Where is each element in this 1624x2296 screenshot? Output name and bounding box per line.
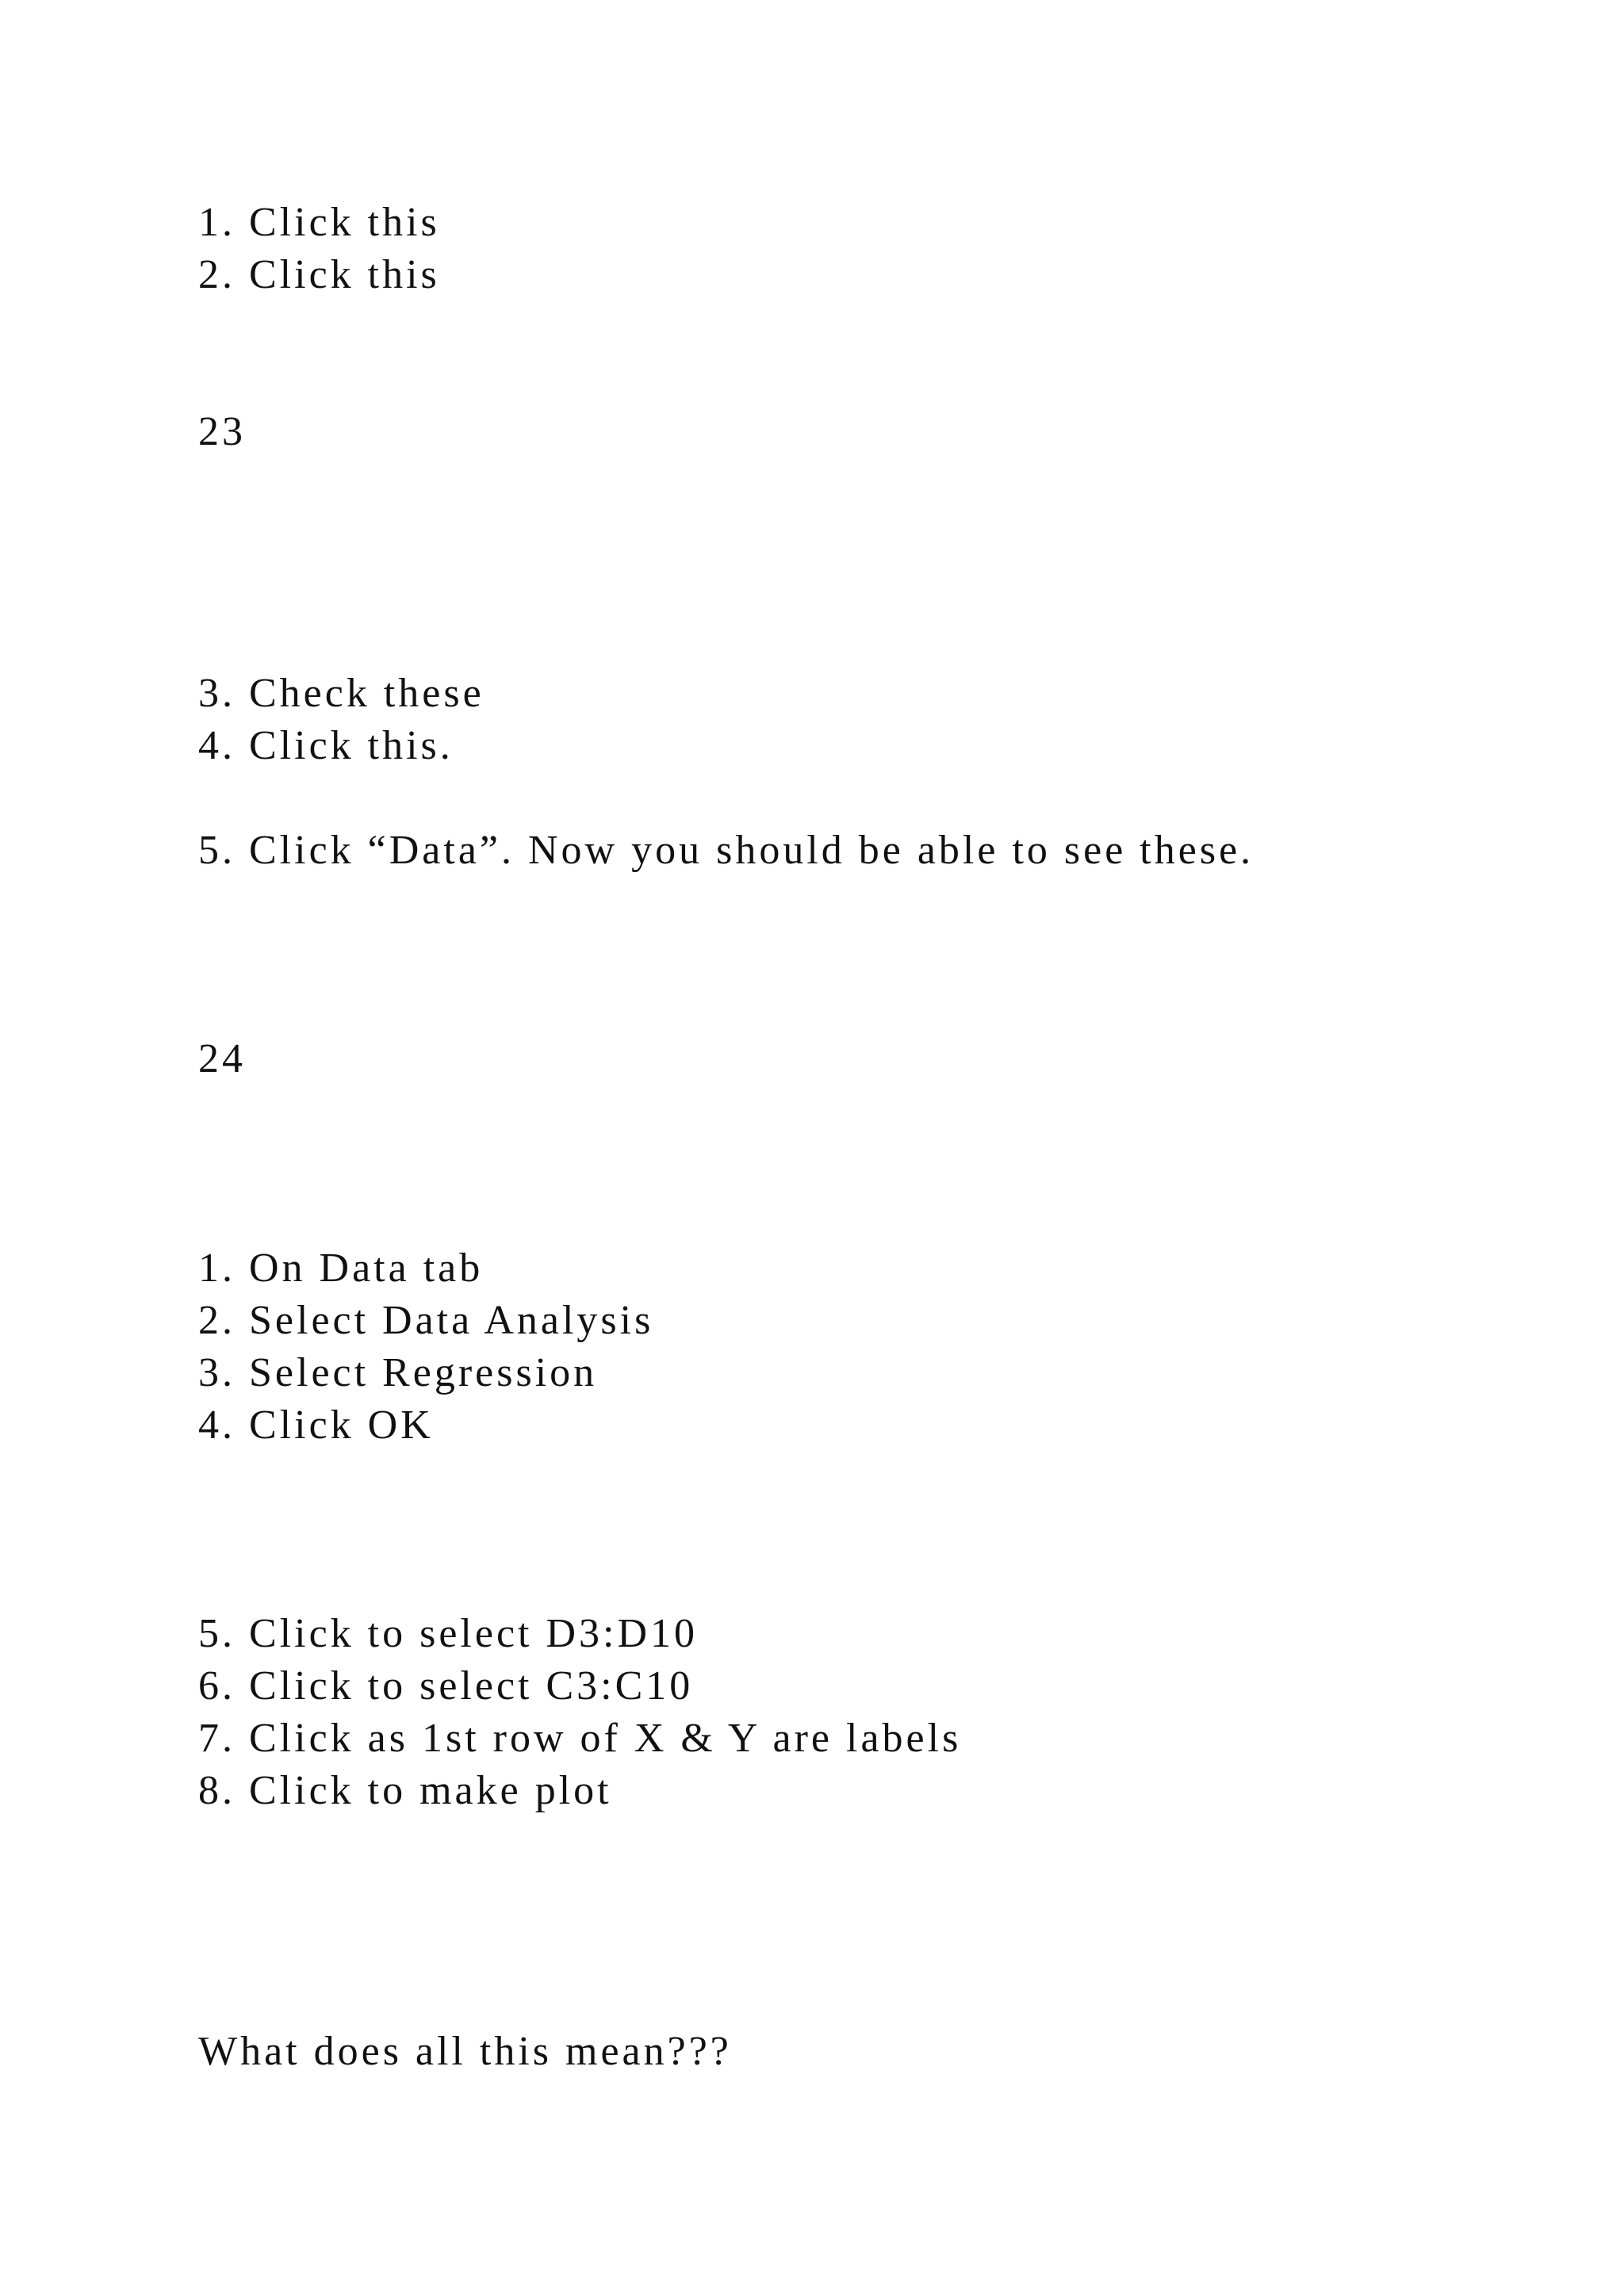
instruction-step-4: 4. Click this. <box>198 723 454 768</box>
instruction-step-1: 1. Click this <box>198 200 440 245</box>
regression-step-2: 2. Select Data Analysis <box>198 1298 654 1343</box>
instruction-step-5: 5. Click “Data”. Now you should be able to see these. <box>198 828 1254 873</box>
regression-step-3: 3. Select Regression <box>198 1350 598 1395</box>
regression-step-6: 6. Click to select C3:C10 <box>198 1663 694 1709</box>
regression-step-8: 8. Click to make plot <box>198 1768 612 1813</box>
regression-step-7: 7. Click as 1st row of X & Y are labels <box>198 1716 962 1761</box>
regression-step-5: 5. Click to select D3:D10 <box>198 1611 699 1656</box>
regression-step-4: 4. Click OK <box>198 1402 434 1448</box>
page-number: 24 <box>198 1036 246 1081</box>
instruction-step-2: 2. Click this <box>198 252 440 297</box>
closing-question: What does all this mean??? <box>198 2029 732 2074</box>
regression-step-1: 1. On Data tab <box>198 1246 484 1291</box>
instruction-step-3: 3. Check these <box>198 671 485 716</box>
page-number: 23 <box>198 409 246 454</box>
